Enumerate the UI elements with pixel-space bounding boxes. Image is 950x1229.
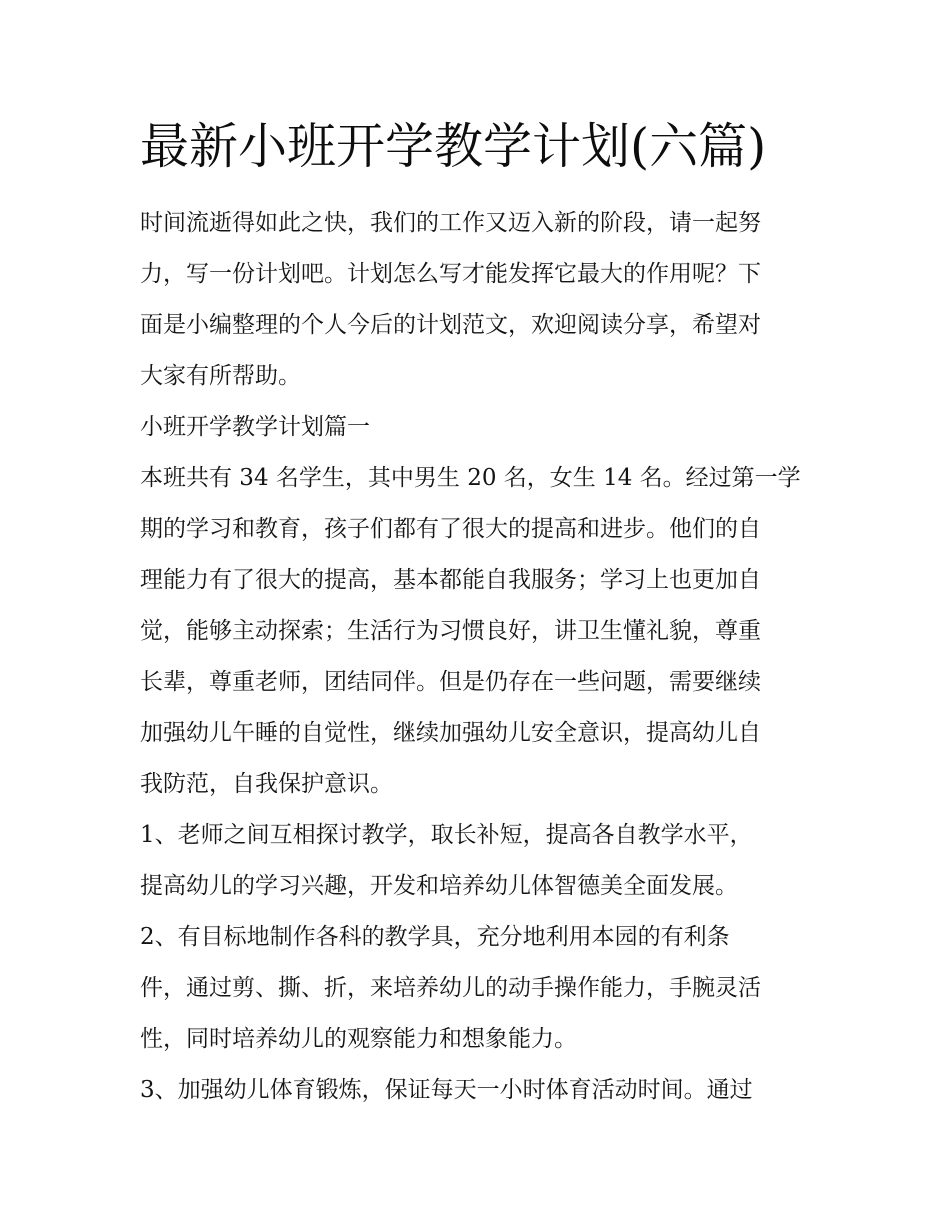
list-item-3 — [140, 1065, 820, 1116]
text-line: 长辈，尊重老师，团结同伴。但是仍存在一些问题，需要继续 — [140, 669, 761, 695]
text-line: 大家有所帮助。 — [140, 363, 301, 389]
text-line: 理能力有了很大的提高，基本都能自我服务；学习上也更加自 — [140, 567, 761, 593]
document-body — [140, 198, 820, 1116]
class-overview-paragraph — [140, 453, 820, 810]
text-line: 期的学习和教育，孩子们都有了很大的提高和进步。他们的自 — [140, 516, 761, 542]
text-line: 提高幼儿的学习兴趣，开发和培养幼儿体智德美全面发展。 — [140, 873, 738, 899]
text-line: 件，通过剪、撕、折，来培养幼儿的动手操作能力，手腕灵活 — [140, 975, 761, 1001]
text-line: 时间流逝得如此之快，我们的工作又迈入新的阶段，请一起努 — [140, 210, 761, 236]
text-line: 力，写一份计划吧。计划怎么写才能发挥它最大的作用呢？下 — [140, 261, 761, 287]
text-line: 加强幼儿午睡的自觉性，继续加强幼儿安全意识，提高幼儿自 — [140, 720, 761, 746]
text-line: 2、有目标地制作各科的教学具，充分地利用本园的有利条 — [140, 924, 730, 950]
text-line: 本班共有 34 名学生，其中男生 20 名，女生 14 名。经过第一学 — [140, 465, 801, 491]
list-item-1 — [140, 810, 820, 912]
text-line: 觉，能够主动探索；生活行为习惯良好，讲卫生懂礼貌，尊重 — [140, 618, 761, 644]
intro-paragraph — [140, 198, 820, 402]
text-line: 我防范，自我保护意识。 — [140, 771, 393, 797]
document-title: 最新小班开学教学计划(六篇) — [140, 118, 767, 175]
section-heading: 小班开学教学计划篇一 — [140, 414, 370, 440]
text-line: 3、加强幼儿体育锻炼，保证每天一小时体育活动时间。通过 — [140, 1077, 753, 1103]
list-item-2 — [140, 912, 820, 1065]
text-line: 1、老师之间互相探讨教学，取长补短，提高各自教学水平， — [140, 822, 753, 848]
text-line: 性，同时培养幼儿的观察能力和想象能力。 — [140, 1026, 577, 1052]
text-line: 面是小编整理的个人今后的计划范文，欢迎阅读分享，希望对 — [140, 312, 761, 338]
